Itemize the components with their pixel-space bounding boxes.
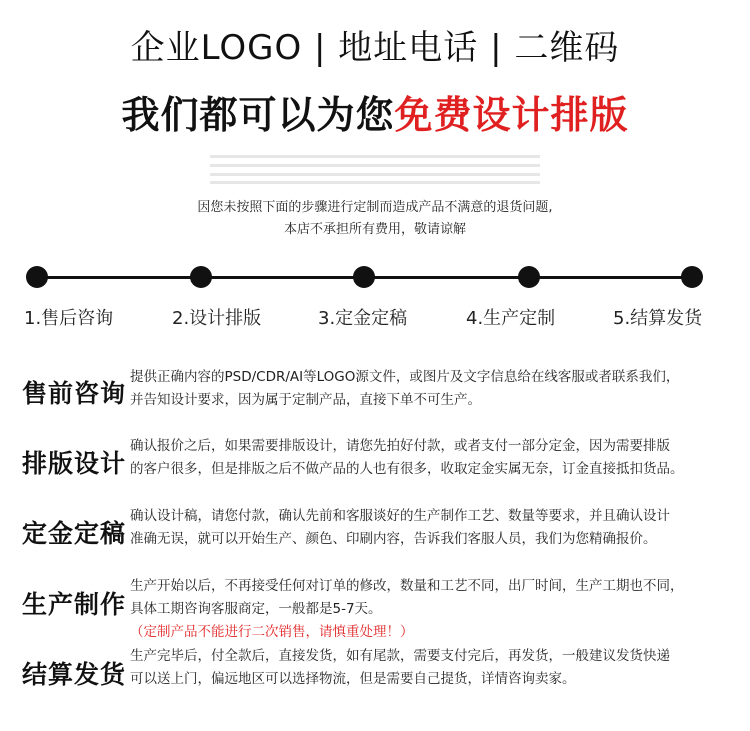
description-line: 确认设计稿，请您付款，确认先前和客服谈好的生产制作工艺、数量等要求，并且确认设计 — [130, 508, 670, 524]
step-label-1: 1.售后咨询 — [24, 308, 114, 329]
section-title: 定金定稿 — [22, 519, 127, 548]
timeline-dot — [353, 266, 375, 288]
section-production — [0, 573, 750, 640]
step-label-3: 3.定金定稿 — [318, 308, 408, 329]
section-description — [130, 505, 740, 551]
header-subtitle-prefix: 我们都可以为您 — [121, 93, 395, 137]
section-description — [130, 366, 740, 412]
step-label-5: 5.结算发货 — [613, 308, 703, 329]
header-subtitle-highlight: 免费设计排版 — [394, 93, 629, 137]
warning-text: （定制产品不能进行二次销售，请慎重处理！） — [130, 624, 414, 640]
description-text: 具体工期咨询客服商定，一般都是5-7天。 — [130, 601, 382, 617]
description-line: 生产完毕后，付全款后，直接发货，如有尾款，需要支付完后，再发货，一般建议发货快递 — [130, 648, 670, 664]
timeline-dot — [518, 266, 540, 288]
section-settlement-shipping — [0, 644, 750, 704]
timeline-dot — [190, 266, 212, 288]
description-line: 确认报价之后，如果需要排版设计，请您先拍好付款，或者支付一部分定金，因为需要排版 — [130, 438, 670, 454]
section-title: 排版设计 — [22, 449, 127, 478]
section-title: 结算发货 — [22, 660, 127, 689]
header-subtitle — [0, 84, 750, 139]
process-timeline — [0, 256, 750, 306]
section-deposit-draft — [0, 503, 750, 563]
timeline-dot — [26, 266, 48, 288]
step-label-2: 2.设计排版 — [172, 308, 262, 329]
notice-line-2: 本店不承担所有费用，敬请谅解 — [283, 222, 466, 237]
description-line — [130, 598, 740, 644]
description-line: 可以送上门，偏远地区可以选择物流，但是需要自己提货，详情咨询卖家。 — [130, 671, 576, 687]
description-line: 准确无误，就可以开始生产、颜色、印刷内容，告诉我们客服人员，我们为您精确报价。 — [130, 531, 657, 547]
fine-print-decoration — [210, 154, 540, 159]
description-line: 并告知设计要求，因为属于定制产品，直接下单不可生产。 — [130, 392, 481, 408]
section-pre-sale — [0, 362, 750, 422]
fine-print-decoration — [210, 172, 540, 177]
section-description — [130, 575, 740, 644]
section-layout-design — [0, 432, 750, 492]
notice-line-1: 因您未按照下面的步骤进行定制而造成产品不满意的退货问题, — [197, 200, 553, 215]
description-line: 提供正确内容的PSD/CDR/AI等LOGO源文件，或图片及文字信息给在线客服或者联系我们， — [130, 369, 680, 385]
fine-print-decoration — [210, 163, 540, 168]
description-line: 的客户很多，但是排版之后不做产品的人也有很多，收取定金实属无奈，订金直接抵扣货品。 — [130, 461, 684, 477]
description-line: 生产开始以后，不再接受任何对订单的修改，数量和工艺不同，出厂时间，生产工期也不同， — [130, 578, 684, 594]
fine-print-decoration — [210, 180, 540, 185]
timeline-dot — [681, 266, 703, 288]
header-title: 企业LOGO | 地址电话 | 二维码 — [130, 28, 620, 68]
section-description — [130, 435, 740, 481]
section-title: 生产制作 — [22, 590, 127, 619]
section-title: 售前咨询 — [22, 379, 127, 408]
step-label-4: 4.生产定制 — [466, 308, 556, 329]
section-description — [130, 645, 740, 691]
